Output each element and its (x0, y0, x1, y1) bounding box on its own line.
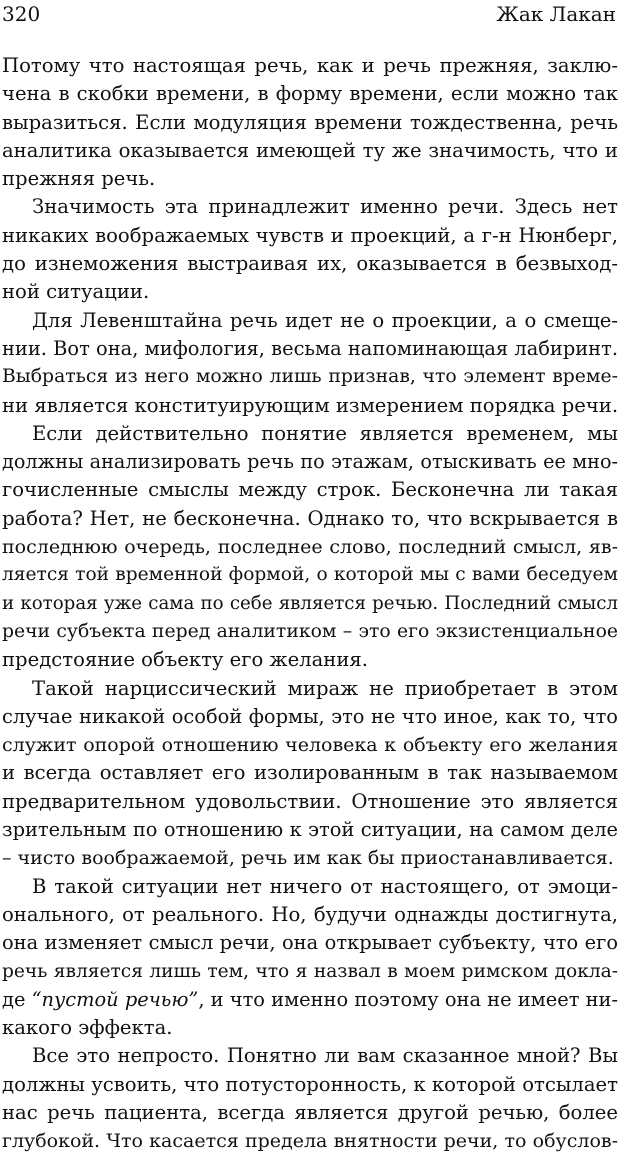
text-line: ни является конституирующим измерением порядка речи. (2, 393, 619, 417)
text-line: – чисто воображаемой, речь им как бы приостанавливается. (2, 847, 614, 870)
paragraph-3 (2, 307, 618, 420)
line-prefix: де (2, 987, 32, 1011)
text-line: предстояние объекту его желания. (2, 648, 369, 672)
paragraph-2 (2, 193, 618, 306)
text-line: гочисленные смыслы между строк. Бесконечна ли такая (2, 478, 618, 502)
text-line: до изнеможения выстраивая их, оказывается в безвыход- (2, 252, 618, 276)
quoted-term: “пустой речью” (31, 987, 199, 1011)
text-line: Для Левенштайна речь идет не о проекции, а о смеще- (32, 308, 618, 332)
text-line: прежняя речь. (2, 167, 156, 191)
body-text (2, 52, 618, 1156)
text-line: нас речь пациента, всегда является другой речью, более (2, 1100, 618, 1124)
text-line: зрительным по отношению к этой ситуации, на самом деле (2, 818, 618, 842)
text-line: Потому что настоящая речь, как и речь прежняя, заклю- (2, 54, 618, 77)
text-line: никаких воображаемых чувств и проекций, а г-н Нюнберг, (2, 223, 618, 247)
running-title: Жак Лакан (496, 2, 616, 26)
text-line: должны усвоить, что потусторонность, к которой отсылает (2, 1072, 618, 1096)
text-line: аналитика оказывается имеющей ту же значимость, что и (2, 138, 618, 162)
text-line: Выбраться из него можно лишь признав, что элемент време- (2, 366, 618, 388)
text-line: какого эффекта. (2, 1016, 173, 1040)
text-line: она изменяет смысл речи, она открывает субъекту, что его (2, 931, 618, 955)
text-line: работа? Нет, не бесконечна. Однако то, что вскрывается в (2, 506, 618, 530)
running-head (2, 2, 616, 32)
text-line: речи субъекта перед аналитиком – это его экзистенциальное (2, 620, 618, 642)
text-line: нии. Вот она, мифология, весьма напоминающая лабиринт. (2, 336, 618, 360)
text-line: и которая уже сама по себе является речью. Последний смысл (2, 592, 618, 614)
text-line: онального, от реального. Но, будучи однажды достигнута, (2, 902, 618, 926)
text-line: предварительном удовольствии. Отношение это является (2, 789, 618, 813)
text-line: Все это непросто. Понятно ли вам сказанное мной? Вы (32, 1044, 618, 1068)
text-line: случае никакой особой формы, это не что иное, как то, что (2, 704, 618, 728)
text-line: выразиться. Если модуляция времени тождественна, речь (2, 110, 618, 134)
text-line: чена в скобки времени, в форму времени, если можно так (2, 82, 618, 106)
text-line: глубокой. Что касается предела внятности речи, то обуслов- (2, 1130, 618, 1153)
paragraph-1 (2, 52, 618, 193)
text-line: должны анализировать речь по этажам, отыскивать ее мно- (2, 450, 618, 474)
text-line: Значимость эта принадлежит именно речи. Здесь нет (32, 195, 618, 219)
text-line: и всегда оставляет его изолированным в так называемом (2, 761, 618, 785)
paragraph-7 (2, 1042, 618, 1155)
text-line: ной ситуации. (2, 280, 150, 304)
text-line: В такой ситуации нет ничего от настоящего, от эмоци- (32, 874, 618, 898)
paragraph-5 (2, 675, 618, 873)
line-suffix: , и что именно поэтому она не имеет ни- (198, 987, 618, 1011)
text-line: ляется той временной формой, о которой мы с вами беседуем (2, 564, 618, 586)
text-line: последнюю очередь, последнее слово, последний смысл, яв- (2, 536, 618, 559)
page-number: 320 (2, 2, 41, 26)
paragraph-6 (2, 873, 618, 1043)
text-line: Такой нарциссический мираж не приобретает в этом (32, 676, 618, 700)
text-line: речь является лишь тем, что я назвал в моем римском докла- (2, 960, 618, 982)
paragraph-4 (2, 420, 618, 675)
text-line: Если действительно понятие является временем, мы (32, 421, 618, 445)
text-line (2, 986, 618, 1014)
text-line: служит опорой отношению человека к объекту его желания (2, 734, 618, 757)
